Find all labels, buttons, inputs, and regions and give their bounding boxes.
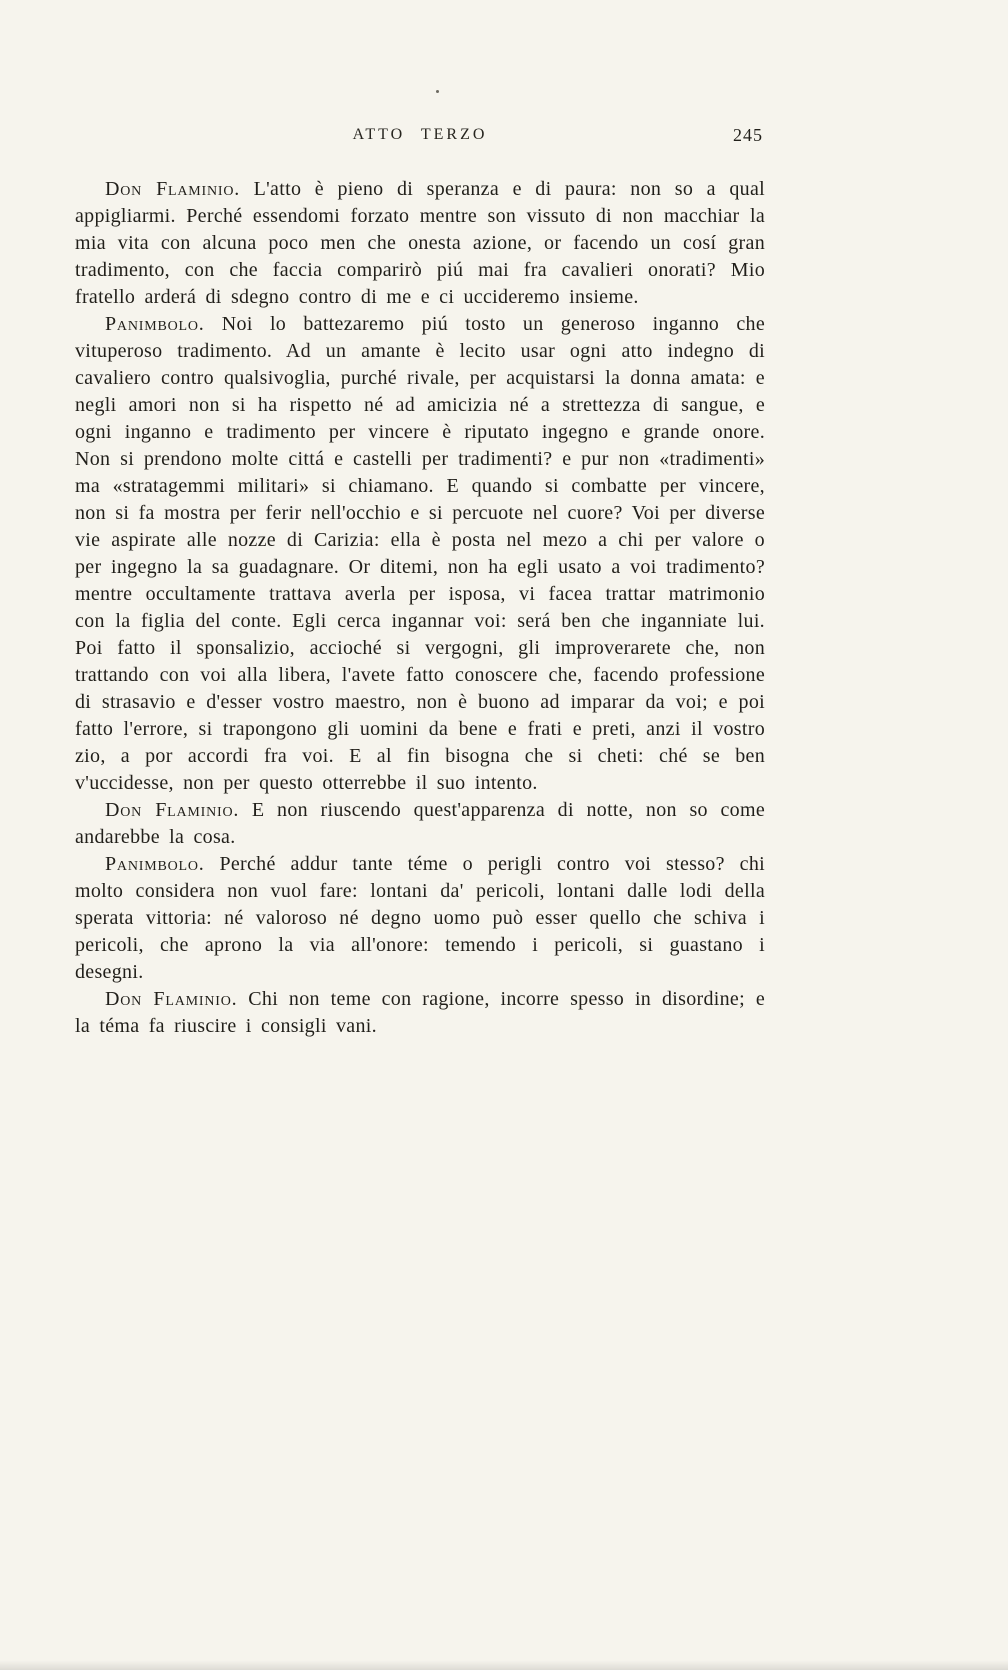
page-header [75,126,765,152]
paragraph-text: L'atto è pieno di speranza e di paura: non so a qual appigliarmi. Perché essendomi forzato mentre son vissuto di non macchiar la mia vita con alcuna poco men che onesta azione, or facendo un cosí gran tradimento, con che faccia comparirò piú mai fra cavalieri onorati? Mio fratello arderá di sdegno contro di me e ci uccideremo insieme. [75,178,766,308]
speaker-name: Don Flaminio. [105,799,240,821]
paragraph [75,311,765,797]
dialogue-block [75,176,765,1040]
paragraph [75,851,765,986]
print-artifact-dot [436,90,439,93]
paragraph [75,797,765,851]
page-number: 245 [733,125,763,145]
paragraph-text: Chi non teme con ragione, incorre spesso in disordine; e la téma fa riuscire i consigli vani. [75,988,765,1037]
paragraph [75,176,765,311]
speaker-name: Don Flaminio. [105,988,238,1010]
paragraph-text: Noi lo battezaremo piú tosto un generoso inganno che vituperoso tradimento. Ad un amante è lecito usar ogni atto indegno di cavaliero contro qualsivoglia, purché rivale, per acquistarsi la donna amata: e negli amori non si ha rispetto né ad amicizia né a strettezza di sangue, e ogni inganno e tradimento per vincere è riputato ingegno e grande onore. Non si prendono molte cittá e castelli per tradimenti? e pur non «tradimenti» ma «stratagemmi militari» si chiamano. E quando si combatte per vincere, non si fa mostra per ferir nell'occhio e si percuote nel cuore? Voi per diverse vie aspirate alle nozze di Carizia: ella è posta nel mezo a chi per valore o per ingegno la sa guadagnare. Or ditemi, non ha egli usato a voi tradimento? mentre occultamente trattava averla per isposa, vi facea trattar matrimonio con la figlia del conte. Egli cerca ingannar voi: será ben che inganniate lui. Poi fatto il sponsalizio, accioché si vergogni, gli improverarete che, non trattando con voi alla libera, l'avete fatto conoscere che, facendo professione di strasavio e d'esser vostro maestro, non è buono ad imparar da voi; e poi fatto l'errore, si trapongono gli uomini da bene e frati e preti, anzi il vostro zio, a por accordi fra voi. E al fin bisogna che si cheti: ché se ben v'uccidesse, non per questo otterrebbe il suo intento. [75,313,765,794]
running-title: ATTO TERZO [352,126,488,143]
page-edge-shadow [0,1660,1008,1670]
speaker-name: Panimbolo. [105,313,205,335]
paragraph-text: E non riuscendo quest'apparenza di notte, non so come andarebbe la cosa. [75,799,766,848]
paragraph [75,986,765,1040]
speaker-name: Don Flaminio. [105,178,241,200]
speaker-name: Panimbolo. [105,853,205,875]
paragraph-text: Perché addur tante téme o perigli contro voi stesso? chi molto considera non vuol fare: lontani da' pericoli, lontani dalle lodi della sperata vittoria: né valoroso né degno uomo può esser quello che schiva i pericoli, che aprono la via all'onore: temendo i pericoli, si guastano i desegni. [75,853,765,983]
